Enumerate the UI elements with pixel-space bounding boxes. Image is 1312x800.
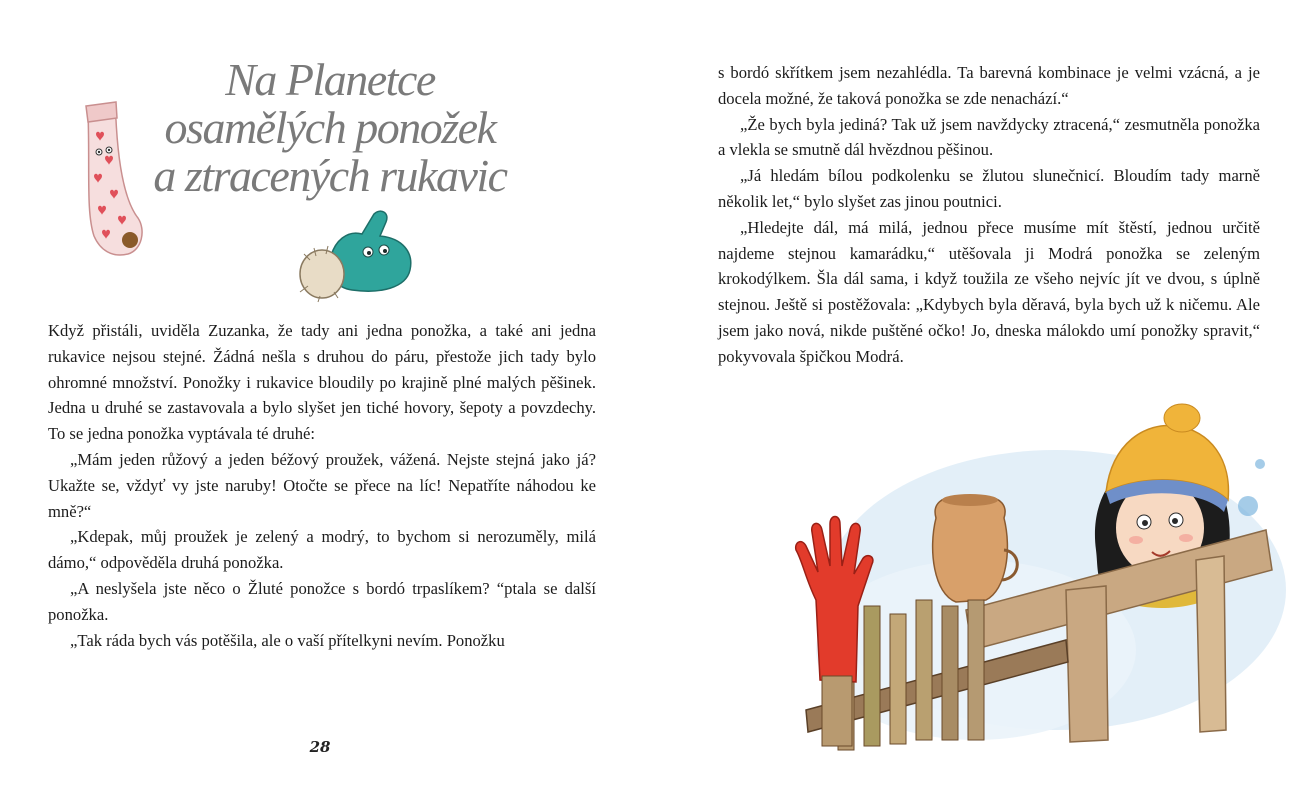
title-line-2: osamělých ponožek <box>164 102 496 153</box>
paragraph: „Já hledám bílou podkolenku se žlutou slunečnicí. Bloudím tady marně několik let,“ bylo slyšet zas jinou poutnici. <box>718 166 1260 211</box>
chapter-title <box>120 56 540 200</box>
paragraph: s bordó skřítkem jsem nezahlédla. Ta barevná kombinace je velmi vzácná, a je docela možné, že taková ponožka se zde nenachází.“ <box>718 63 1260 108</box>
paragraph: „Mám jeden růžový a jeden béžový proužek, vážená. Nejste stejná jako já? Ukažte se, vždyť vy jste naruby! Otočte se přece na líc! Nepatříte náhodou ke mně?“ <box>48 449 596 521</box>
pink-sock-illustration <box>72 100 152 260</box>
title-line-1: Na Planetce <box>225 54 435 105</box>
paragraph: Když přistáli, uviděla Zuzanka, že tady ani jedna ponožka, a také ani jedna rukavice nejsou stejné. Žádná nešla s druhou do páru, přestože jich tady bylo ohromné množství. Ponožky i rukavice bloudily po krajině plné malých pěšinek. Jedna u druhé se zastavovala a bylo slyšet jen tiché hovory, šepoty a povzdechy. To se jedna ponožka vyptávala té druhé: <box>48 321 596 444</box>
paragraph: „Hledejte dál, má milá, jednou přece musíme mít štěstí, jednou určitě najdeme stejnou kamarádku,“ utěšovala ji Modrá ponožka se zeleným krokodýlkem. Šla dál sama, i když toužila ze všeho nejvíc jít ve dvou, s úplně stejnou. Ještě si postěžovala: „Kdybych byla děravá, byla bych už k ničemu. Ale jsem jako nová, nikde puštěné očko! Jo, dneska málokdo umí ponožky spravit,“ pokyvovala špičkou Modrá. <box>718 217 1260 366</box>
title-line-3: a ztracených rukavic <box>153 150 507 201</box>
girl-at-fence-illustration <box>766 400 1286 760</box>
left-page-text <box>48 318 596 653</box>
paragraph: „Tak ráda bych vás potěšila, ale o vaší přítelkyni nevím. Ponožku <box>70 630 505 650</box>
right-page-text <box>718 60 1260 370</box>
teal-mitten-illustration <box>290 200 420 305</box>
paragraph: „Kdepak, můj proužek je zelený a modrý, to bychom si nerozuměly, milá dámo,“ odpověděla druhá ponožka. <box>48 527 596 573</box>
paragraph: „Že bych byla jediná? Tak už jsem navždycky ztracená,“ zesmutněla ponožka a vlekla se smutně dál hvězdnou pěšinou. <box>718 114 1260 160</box>
paragraph: „A neslyšela jste něco o Žluté ponožce s bordó trpaslíkem? “ptala se další ponožka. <box>48 578 596 624</box>
page-number: 28 <box>309 738 331 756</box>
right-page <box>656 0 1312 800</box>
